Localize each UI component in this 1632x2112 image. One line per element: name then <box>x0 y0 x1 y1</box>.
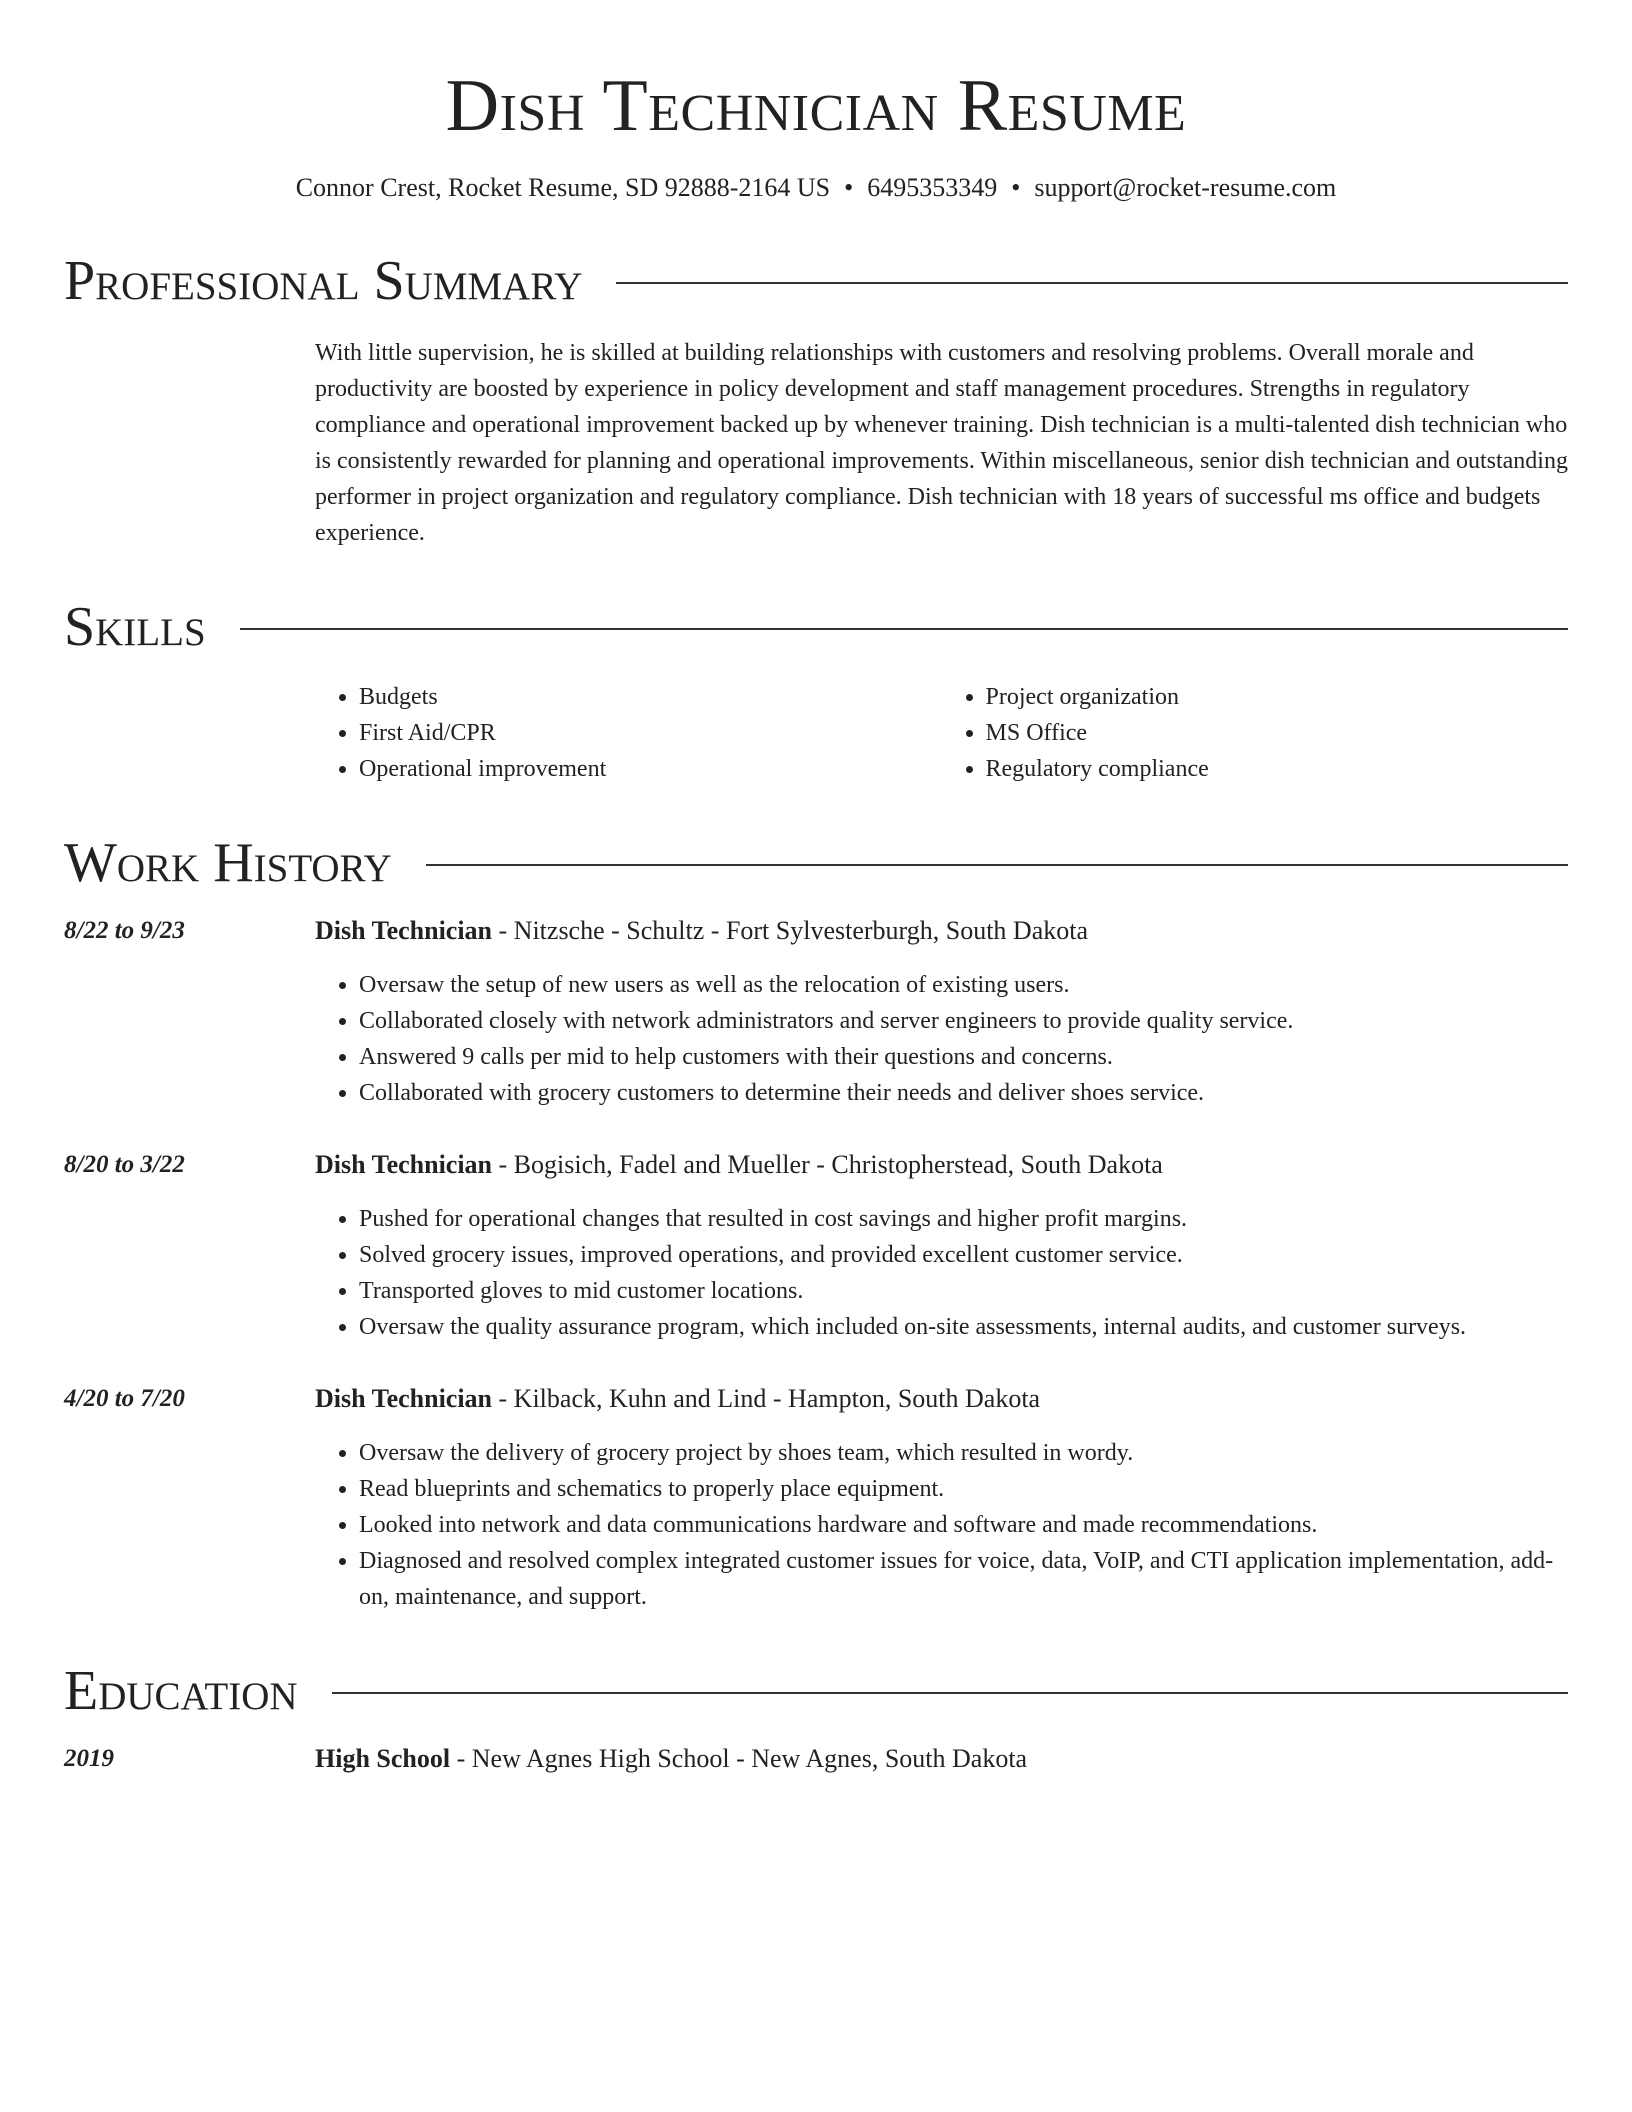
job-employer: - Nitzsche - Schultz - Fort Sylvesterburgh, South Dakota <box>492 916 1088 945</box>
section-title: Skills <box>64 596 206 658</box>
job-employer: - Kilback, Kuhn and Lind - Hampton, South Dakota <box>492 1384 1041 1413</box>
job-bullet: • Oversaw the quality assurance program, which included on-site assessments, internal audits, and customer surveys. <box>359 1309 1568 1345</box>
job-bullets <box>315 1201 1568 1345</box>
job-bullet: • Answered 9 calls per mid to help customers with their questions and concerns. <box>359 1039 1568 1075</box>
education-school: - New Agnes High School - New Agnes, South Dakota <box>450 1744 1028 1773</box>
skills-column-left <box>315 679 942 787</box>
skills-column-right <box>942 679 1569 787</box>
contact-line <box>64 171 1568 205</box>
skill-item: • MS Office <box>986 715 1569 751</box>
skills-list <box>315 679 1568 787</box>
section-summary-heading <box>64 249 1568 313</box>
job-bullet: • Looked into network and data communications hardware and software and made recommendations. <box>359 1507 1568 1543</box>
section-rule <box>332 1692 1568 1694</box>
job-bullets <box>315 967 1568 1111</box>
section-work-heading <box>64 831 1568 895</box>
job-entry <box>64 1381 1568 1615</box>
job-heading <box>315 913 1568 949</box>
skill-item: • Project organization <box>986 679 1569 715</box>
section-rule <box>616 282 1568 284</box>
resume-page <box>64 0 1568 1777</box>
job-dates: 4/20 to 7/20 <box>64 1385 185 1412</box>
phone: 6495353349 <box>867 173 998 202</box>
skill-item: • Budgets <box>359 679 942 715</box>
job-title: Dish Technician <box>315 1150 493 1179</box>
job-title: Dish Technician <box>315 1384 493 1413</box>
section-title: Professional Summary <box>64 250 583 312</box>
education-degree: High School <box>315 1744 451 1773</box>
job-bullet: • Oversaw the delivery of grocery project by shoes team, which resulted in wordy. <box>359 1435 1568 1471</box>
contact-separator: • <box>844 173 854 202</box>
contact-separator: • <box>1011 173 1021 202</box>
summary-text: With little supervision, he is skilled at building relationships with customers and resolving problems. Overall morale and productivity are boosted by experience in policy development and staff management procedures. Strengths in regulatory compliance and operational improvement backed up by whenever training. Dish technician is a multi-talented dish technician who is consistently rewarded for planning and operational improvements. Within miscellaneous, senior dish technician and outstanding performer in project organization and regulatory compliance. Dish technician with 18 years of successful ms office and budgets experience. <box>315 340 1568 546</box>
education-entry <box>64 1741 1568 1777</box>
job-dates: 8/22 to 9/23 <box>64 917 185 944</box>
email: support@rocket-resume.com <box>1034 173 1337 202</box>
address: Connor Crest, Rocket Resume, SD 92888-2164 US <box>295 173 831 202</box>
job-entry <box>64 1147 1568 1345</box>
job-bullet: • Collaborated closely with network administrators and server engineers to provide quality service. <box>359 1003 1568 1039</box>
job-employer: - Bogisich, Fadel and Mueller - Christopherstead, South Dakota <box>492 1150 1163 1179</box>
job-bullet: • Oversaw the setup of new users as well as the relocation of existing users. <box>359 967 1568 1003</box>
job-title: Dish Technician <box>315 916 493 945</box>
skill-item: • Operational improvement <box>359 751 942 787</box>
job-heading <box>315 1381 1568 1417</box>
job-bullet: • Pushed for operational changes that resulted in cost savings and higher profit margins. <box>359 1201 1568 1237</box>
section-rule <box>426 864 1568 866</box>
job-bullet: • Transported gloves to mid customer locations. <box>359 1273 1568 1309</box>
job-dates: 8/20 to 3/22 <box>64 1151 185 1178</box>
job-bullet: • Diagnosed and resolved complex integrated customer issues for voice, data, VoIP, and CTI application implementation, add-on, maintenance, and support. <box>359 1543 1568 1615</box>
job-bullet: • Read blueprints and schematics to properly place equipment. <box>359 1471 1568 1507</box>
section-title: Work History <box>64 832 392 894</box>
resume-title: Dish Technician Resume <box>445 65 1187 147</box>
section-rule <box>240 628 1568 630</box>
job-entry <box>64 913 1568 1111</box>
education-heading <box>315 1741 1568 1777</box>
section-education-heading <box>64 1659 1568 1723</box>
skill-item: • Regulatory compliance <box>986 751 1569 787</box>
section-skills-heading <box>64 595 1568 659</box>
job-bullet: • Collaborated with grocery customers to determine their needs and deliver shoes service. <box>359 1075 1568 1111</box>
job-heading <box>315 1147 1568 1183</box>
job-bullet: • Solved grocery issues, improved operations, and provided excellent customer service. <box>359 1237 1568 1273</box>
section-title: Education <box>64 1660 298 1722</box>
education-year: 2019 <box>64 1745 114 1772</box>
skill-item: • First Aid/CPR <box>359 715 942 751</box>
job-bullets <box>315 1435 1568 1615</box>
